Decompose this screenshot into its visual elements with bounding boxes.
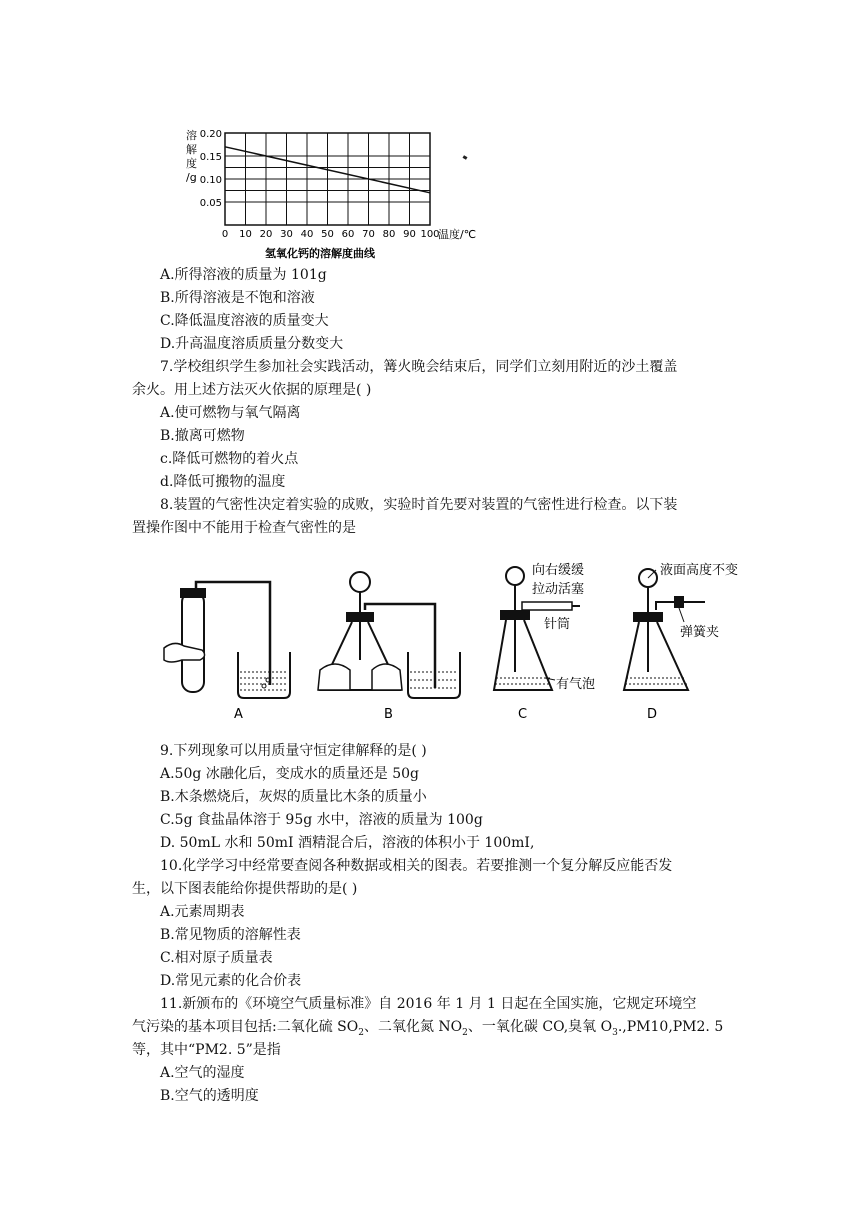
x-tick-label: 60 [341, 229, 355, 240]
x-tick-label: 20 [259, 229, 273, 240]
q10-option-d: D.常见元素的化合价表 [160, 973, 302, 989]
q9-option-c: C.5g 食盐晶体溶于 95g 水中，溶液的质量为 100g [160, 812, 483, 828]
q10-option-b: B.常见物质的溶解性表 [160, 927, 301, 943]
x-tick-label: 10 [239, 229, 252, 240]
y-label-part: 度 [186, 157, 197, 170]
q7-option-a: A.使可燃物与氧气隔离 [160, 405, 301, 421]
q6-option-a: A.所得溶液的质量为 101g [160, 267, 327, 283]
q11-option-a: A.空气的湿度 [160, 1065, 245, 1081]
fig-d-label-1: 液面高度不变 [660, 563, 739, 578]
q9-stem: 9.下列现象可以用质量守恒定律解释的是( ) [160, 743, 427, 759]
chart-svg [180, 125, 480, 265]
x-tick-label: 100 [420, 229, 440, 240]
y-tick-label: 0.20 [199, 129, 222, 140]
y-label-part: 解 [186, 143, 197, 156]
x-tick-label: 30 [280, 229, 293, 240]
q10-option-a: A.元素周期表 [160, 904, 245, 920]
x-tick-label: 50 [321, 229, 334, 240]
q10-option-c: C.相对原子质量表 [160, 950, 273, 966]
y-label-part: /g [186, 171, 197, 184]
q10-stem-2: 生，以下图表能给你提供帮助的是( ) [132, 881, 358, 897]
q7-option-d: d.降低可搬物的温度 [160, 474, 286, 490]
chart-ticks [200, 129, 440, 240]
x-axis-label: 温度/℃ [438, 228, 477, 241]
x-tick-label: 80 [382, 229, 396, 240]
q11-option-b: B.空气的透明度 [160, 1088, 259, 1104]
fig-c-label-2: 拉动活塞 [532, 582, 585, 597]
y-tick-label: 0.15 [199, 152, 222, 163]
q7-option-c: c.降低可燃物的着火点 [160, 451, 299, 467]
apparatus-a [164, 582, 290, 698]
x-tick-label: 70 [362, 229, 375, 240]
fig-label-b: B [384, 707, 393, 722]
q10-stem-1: 10.化学学习中经常要查阅各种数据或相关的图表。若要推测一个复分解反应能否发 [160, 858, 673, 874]
y-tick-label: 0.05 [199, 198, 222, 209]
y-axis-label [186, 128, 197, 184]
x-tick-label: 0 [221, 229, 229, 240]
apparatus-svg [160, 560, 780, 730]
fig-c-label-4: 有气泡 [556, 677, 596, 692]
y-tick-label: 0.10 [199, 175, 222, 186]
q6-option-c: C.降低温度溶液的质量变大 [160, 313, 329, 329]
q11-stem-1: 11.新颁布的《环境空气质量标准》自 2016 年 1 月 1 日起在全国实施，它规定环境空 [160, 996, 697, 1012]
fig-d-label-2: 弹簧夹 [680, 625, 720, 640]
q8-stem-2: 置操作图中不能用于检查气密性的是 [132, 520, 356, 536]
fig-c-label-1: 向右缓缓 [532, 563, 585, 578]
x-tick-label: 90 [403, 229, 416, 240]
q9-option-b: B.木条燃烧后，灰烬的质量比木条的质量小 [160, 789, 427, 805]
solubility-chart [180, 125, 480, 265]
fig-label-c: C [518, 707, 528, 722]
q8-stem-1: 8.装置的气密性决定着实验的成败，实验时首先要对装置的气密性进行检查。以下装 [160, 497, 678, 513]
fig-label-a: A [234, 707, 243, 722]
q6-option-b: B.所得溶液是不饱和溶液 [160, 290, 315, 306]
q9-option-a: A.50g 冰融化后，变成水的质量还是 50g [160, 766, 420, 782]
q7-stem-1: 7.学校组织学生参加社会实践活动，篝火晚会结束后，同学们立刻用附近的沙土覆盖 [160, 359, 678, 375]
apparatus-b [318, 572, 460, 698]
fig-label-d: D [647, 707, 658, 722]
chart-grid [225, 133, 430, 225]
chart-title: 氢氧化钙的溶解度曲线 [265, 247, 375, 260]
q11-stem-3: 等，其中“PM2. 5”是指 [132, 1042, 281, 1058]
x-tick-label: 40 [300, 229, 314, 240]
q7-option-b: B.撤离可燃物 [160, 428, 245, 444]
q11-stem-2: 气污染的基本项目包括:二氧化硫 $SO_2$、二氧化氮 $NO_2$、一氧化碳 CO,臭氧 $O_3.,PM10,PM2$. 5 [132, 1019, 724, 1038]
apparatus-figure [160, 560, 780, 730]
y-label-part: 溶 [186, 129, 197, 142]
q6-option-d: D.升高温度溶质质量分数变大 [160, 336, 344, 352]
q9-option-d: D. 50mL 水和 50mI 酒精混合后，溶液的体积小于 100mI, [160, 835, 535, 851]
fig-c-label-3: 针筒 [544, 617, 571, 632]
q7-stem-2: 余火。用上述方法灭火依据的原理是( ) [132, 382, 372, 398]
